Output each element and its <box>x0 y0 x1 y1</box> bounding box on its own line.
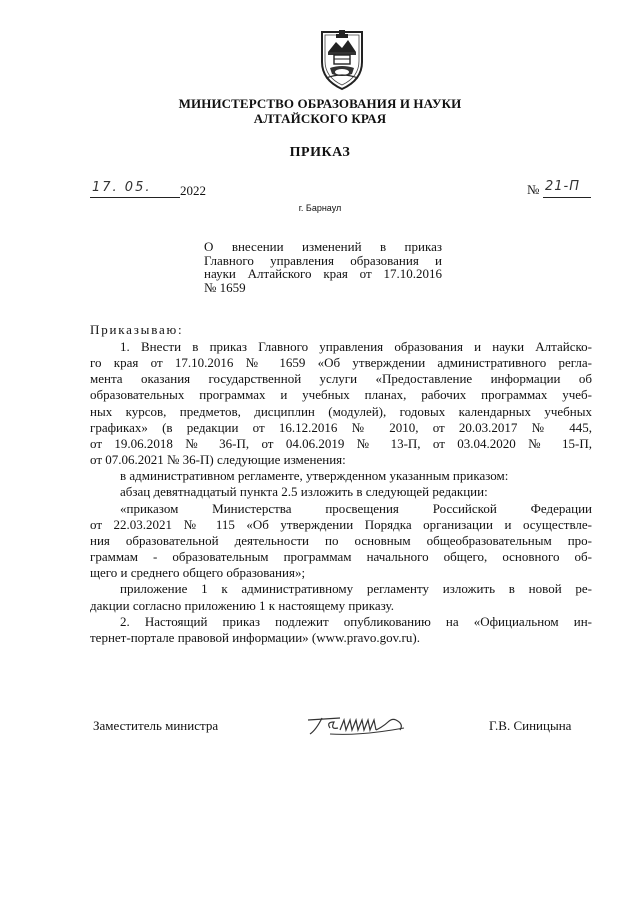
body-line: графиках» (в редакции от 16.12.2016 № 2010, от 20.03.2017 № 445, <box>90 419 592 435</box>
body-line: в административном регламенте, утвержденном указанным приказом: <box>120 468 509 484</box>
body-line: дакции согласно приложению 1 к настоящему приказу. <box>90 597 394 613</box>
body-line: 1. Внести в приказ Главного управления образования и науки Алтайско- <box>120 339 592 354</box>
body-line: тернет-портале правовой информации» (www.pravo.gov.ru). <box>90 629 420 645</box>
body-line: от 19.06.2018 № 36-П, от 04.06.2019 № 13-П, от 03.04.2020 № 15-П, <box>90 435 592 451</box>
body-line: от 07.06.2021 № 36-П) следующие изменения: <box>90 452 346 468</box>
number-sign: № <box>527 182 540 197</box>
signatory-position: Заместитель министра <box>93 718 219 733</box>
command-word: Приказываю: <box>90 322 184 337</box>
body-line: абзац девятнадцатый пункта 2.5 изложить в следующей редакции: <box>120 484 488 500</box>
signatory-name: Г.В. Синицына <box>489 718 572 733</box>
order-body <box>90 339 592 646</box>
body-line: го края от 17.10.2016 № 1659 «Об утверждении административного регла- <box>90 355 592 371</box>
document-type-heading: ПРИКАЗ <box>289 145 351 160</box>
body-line: ных курсов, предметов, дисциплин (модулей), годовых календарных учебных <box>90 403 592 419</box>
number-underline <box>543 197 591 198</box>
handwritten-order-number: 21-П <box>545 179 581 194</box>
organization-name-line2: АЛТАЙСКОГО КРАЯ <box>253 111 387 126</box>
body-line: 2. Настоящий приказ подлежит опубликованию на «Официальном ин- <box>120 613 592 629</box>
body-line: мента оказания государственной услуги «Предоставление информации об <box>90 371 592 387</box>
body-line: граммам - образовательным программам начального общего, основного об- <box>90 549 592 565</box>
subject-line: № 1659 <box>204 279 246 295</box>
subject-line: науки Алтайского края от 17.10.2016 <box>204 266 442 281</box>
body-line: от 22.03.2021 № 115 «Об утверждении Порядка организации и осуществле- <box>90 516 592 532</box>
handwritten-date: 17. 05. <box>92 180 152 195</box>
body-line: «приказом Министерства просвещения Российской Федерации <box>120 500 592 516</box>
coat-of-arms-icon <box>316 28 368 92</box>
body-line: ния образовательной деятельности по основным общеобразовательным про- <box>90 532 592 548</box>
date-year: 2022 <box>180 183 206 198</box>
organization-name-line1: МИНИСТЕРСТВО ОБРАЗОВАНИЯ И НАУКИ <box>178 96 462 111</box>
city-label: г. Барнаул <box>298 203 342 213</box>
subject-line: О внесении изменений в приказ <box>204 239 442 254</box>
subject-line: Главного управления образования и <box>204 252 442 268</box>
body-line: щего и среднего общего образования»; <box>90 565 306 581</box>
order-subject <box>204 240 442 294</box>
date-underline <box>90 197 180 198</box>
body-line: образовательных программах и учебных планах, рабочих программах учеб- <box>90 387 592 403</box>
body-line: приложение 1 к административному регламенту изложить в новой ре- <box>120 581 592 597</box>
handwritten-signature-icon <box>300 706 420 740</box>
